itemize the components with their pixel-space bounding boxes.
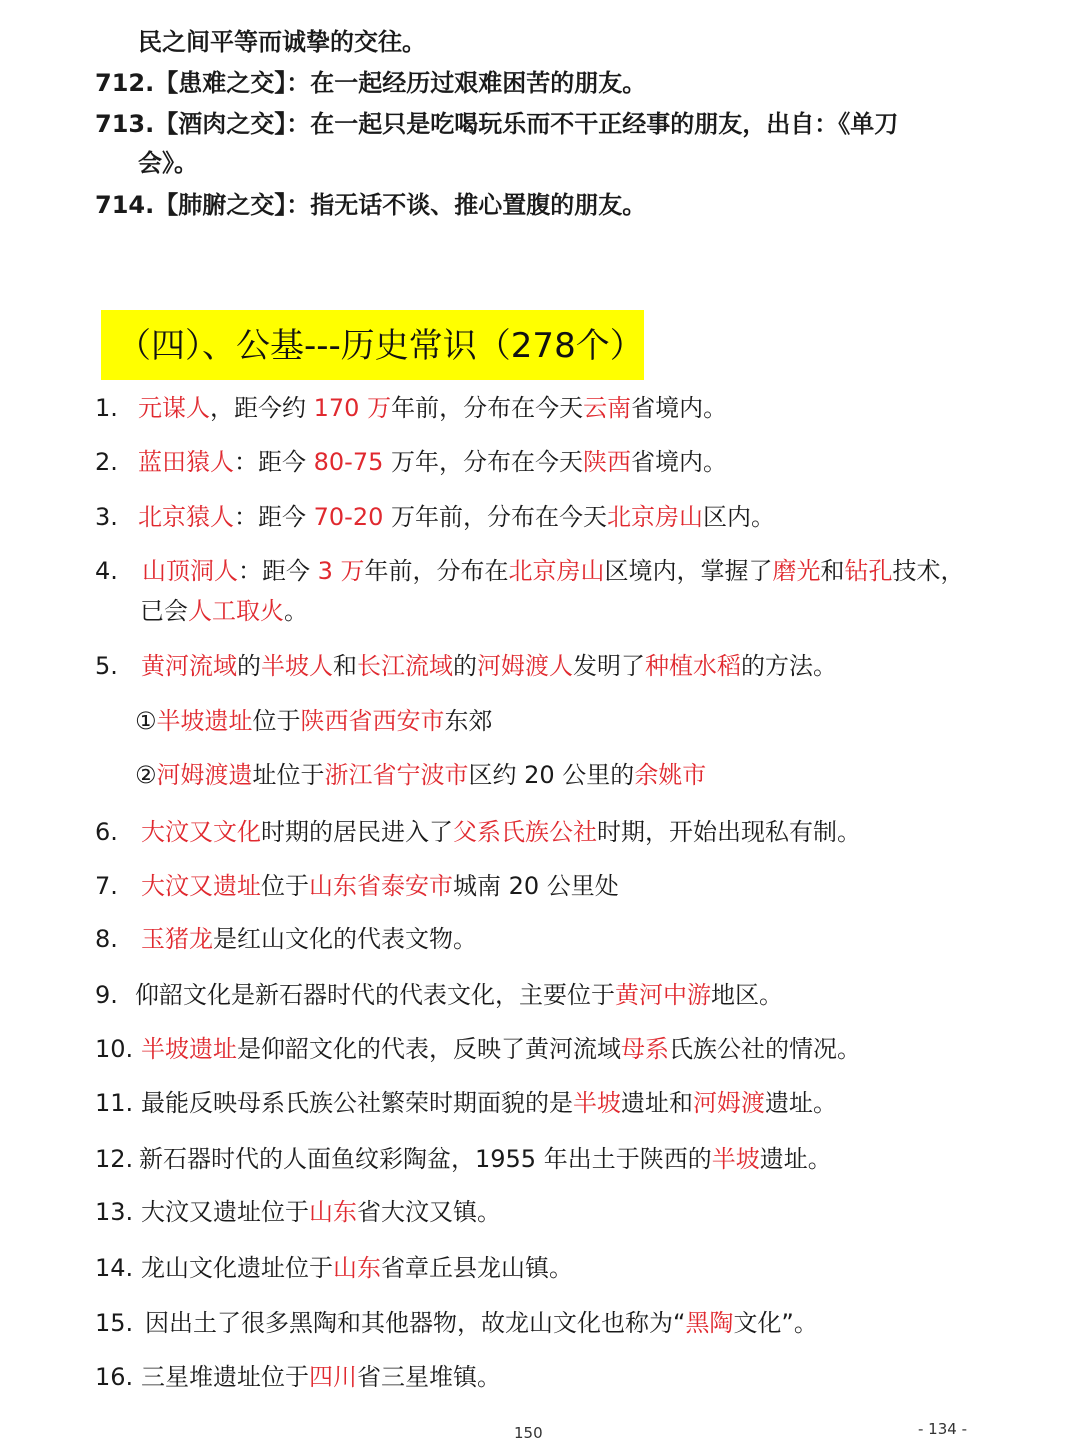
page-number: 150 — [514, 1424, 543, 1442]
list-item — [95, 1197, 501, 1227]
item-text — [145, 1309, 818, 1337]
text-segment: 时期的居民进入了 — [261, 818, 453, 846]
text-segment: 时期，开始出现私有制。 — [597, 818, 861, 846]
highlighted-term: 元谋人 — [138, 394, 210, 422]
highlighted-term: 玉猪龙 — [141, 925, 213, 953]
text-segment: 的 — [237, 652, 261, 680]
text-segment: 龙山文化遗址位于 — [141, 1254, 333, 1282]
highlighted-term: 山顶洞人 — [142, 557, 238, 585]
text-segment: 氏族公社的情况。 — [669, 1035, 861, 1063]
highlighted-term: 半坡遗址 — [156, 707, 253, 735]
list-item — [95, 556, 965, 586]
item-text — [141, 1198, 501, 1226]
text-segment: 仰韶文化是新石器时代的代表文化，主要位于 — [135, 981, 615, 1009]
text-segment: 省三星堆镇。 — [357, 1363, 501, 1391]
text-segment: 地区。 — [711, 981, 783, 1009]
item-number: 15. — [95, 1309, 134, 1337]
text-segment: 区约 20 公里的 — [468, 761, 635, 789]
text-segment: 大汶又遗址位于 — [141, 1198, 309, 1226]
text-segment: 区内。 — [703, 503, 776, 531]
highlighted-term: 四川 — [309, 1363, 357, 1391]
highlighted-term: 黄河中游 — [615, 981, 711, 1009]
item-text — [141, 1363, 501, 1391]
list-item — [95, 706, 493, 736]
text-segment: 的方法。 — [741, 652, 837, 680]
text-segment: 东郊 — [444, 707, 493, 735]
continuation-line: 民之间平等而诚挚的交往。 — [138, 28, 426, 56]
text-segment: ：距今 — [234, 503, 314, 531]
text-segment: 和 — [820, 557, 845, 585]
text-segment: 区境内，掌握了 — [604, 557, 773, 585]
item-number: 3. — [95, 503, 118, 531]
text-segment: 遗址和 — [621, 1089, 693, 1117]
item-text — [141, 818, 861, 846]
highlighted-term: 170 万 — [313, 394, 392, 422]
highlighted-term: 母系 — [621, 1035, 669, 1063]
item-text — [141, 1254, 573, 1282]
item-number: 10. — [95, 1035, 134, 1063]
text-segment: 位于 — [252, 707, 301, 735]
highlighted-term: 3 万 — [317, 557, 365, 585]
highlighted-term: 河姆渡人 — [477, 652, 573, 680]
text-segment: 省境内。 — [631, 394, 728, 422]
text-segment: 已会 — [140, 597, 188, 625]
item-number: 1. — [95, 394, 118, 422]
item-text — [135, 761, 706, 789]
highlighted-term: 山东省泰安市 — [309, 872, 453, 900]
text-segment: 因出土了很多黑陶和其他器物，故龙山文化也称为“ — [145, 1309, 686, 1337]
text-segment: ：距今 — [238, 557, 318, 585]
list-item — [95, 1362, 501, 1392]
highlighted-term: 父系氏族公社 — [453, 818, 597, 846]
text-segment: 万年前，分布在今天 — [383, 503, 608, 531]
highlighted-term: 北京房山 — [508, 557, 605, 585]
highlighted-term: 70-20 — [313, 503, 384, 531]
list-item — [95, 651, 837, 681]
item-text — [138, 448, 727, 476]
text-segment: 和 — [333, 652, 357, 680]
item-text — [138, 503, 775, 531]
list-item — [95, 1034, 861, 1064]
highlighted-term: 长江流域 — [357, 652, 453, 680]
highlighted-term: 山东 — [309, 1198, 357, 1226]
item-text — [141, 1035, 861, 1063]
item-number: 4. — [95, 557, 118, 585]
text-segment: 省大汶又镇。 — [357, 1198, 501, 1226]
list-item — [95, 871, 619, 901]
highlighted-term: 半坡遗址 — [141, 1035, 237, 1063]
list-item — [95, 393, 727, 423]
item-number: 5. — [95, 652, 118, 680]
text-segment: 遗址。 — [765, 1089, 837, 1117]
highlighted-term: 磨光 — [772, 557, 821, 585]
text-segment: 是仰韶文化的代表，反映了黄河流域 — [237, 1035, 621, 1063]
item-text — [142, 557, 965, 585]
text-segment: 。 — [284, 597, 308, 625]
item-number: 7. — [95, 872, 118, 900]
highlighted-term: 河姆渡 — [693, 1089, 765, 1117]
text-segment: 三星堆遗址位于 — [141, 1363, 309, 1391]
list-item — [95, 1088, 837, 1118]
item-number: 14. — [95, 1254, 134, 1282]
highlighted-term: 半坡人 — [261, 652, 333, 680]
item-text — [135, 981, 783, 1009]
text-segment: 位于 — [261, 872, 309, 900]
section-title: （四）、公基---历史常识（278个） — [117, 326, 644, 366]
item-number: 2. — [95, 448, 118, 476]
list-item — [95, 760, 706, 790]
item-text — [139, 1145, 832, 1173]
item-number: 6. — [95, 818, 118, 846]
entry-713-line2: 会》。 — [138, 149, 198, 177]
list-item — [95, 447, 727, 477]
highlighted-term: 半坡 — [711, 1145, 760, 1173]
entry-714: 714.【肺腑之交】：指无话不谈、推心置腹的朋友。 — [95, 191, 647, 219]
highlighted-term: 蓝田猿人 — [138, 448, 234, 476]
item-number: 8. — [95, 925, 118, 953]
text-segment: 是红山文化的代表文物。 — [213, 925, 477, 953]
text-segment: 发明了 — [573, 652, 645, 680]
text-segment: 省章丘县龙山镇。 — [381, 1254, 573, 1282]
item-number: 16. — [95, 1363, 134, 1391]
highlighted-term: 黄河流域 — [141, 652, 237, 680]
item-text — [138, 394, 727, 422]
list-item — [95, 817, 861, 847]
text-segment: 新石器时代的人面鱼纹彩陶盆，1955 年出土于陕西的 — [139, 1145, 712, 1173]
list-item — [95, 596, 308, 626]
highlighted-term: 浙江省宁波市 — [324, 761, 469, 789]
text-segment: 址位于 — [252, 761, 325, 789]
item-text — [141, 872, 619, 900]
section-title-highlight — [101, 310, 644, 380]
item-text — [141, 652, 837, 680]
highlighted-term: 黑陶 — [685, 1309, 734, 1337]
list-item — [95, 1308, 818, 1338]
highlighted-term: 山东 — [333, 1254, 381, 1282]
list-item — [95, 1253, 573, 1283]
highlighted-term: 云南 — [583, 394, 632, 422]
item-number: 12. — [95, 1145, 134, 1173]
list-item — [95, 924, 477, 954]
item-text — [141, 1089, 837, 1117]
highlighted-term: 北京猿人 — [138, 503, 234, 531]
highlighted-term: 人工取火 — [188, 597, 284, 625]
text-segment: 万年，分布在今天 — [383, 448, 584, 476]
highlighted-term: 半坡 — [573, 1089, 621, 1117]
text-segment: 年前，分布在 — [364, 557, 509, 585]
list-item — [95, 1144, 832, 1174]
entry-712: 712.【患难之交】：在一起经历过艰难困苦的朋友。 — [95, 69, 647, 97]
text-segment: 最能反映母系氏族公社繁荣时期面貌的是 — [141, 1089, 573, 1117]
list-item — [95, 980, 783, 1010]
highlighted-term: 种植水稻 — [645, 652, 741, 680]
highlighted-term: 大汶又文化 — [141, 818, 261, 846]
highlighted-term: 陕西 — [583, 448, 632, 476]
text-segment: ，距今约 — [210, 394, 314, 422]
text-segment: ② — [135, 761, 157, 789]
text-segment: ：距今 — [234, 448, 314, 476]
text-segment: 年前，分布在今天 — [391, 394, 584, 422]
item-text — [141, 925, 477, 953]
highlighted-term: 80-75 — [313, 448, 384, 476]
text-segment: 技术， — [892, 557, 965, 585]
item-text — [140, 597, 308, 625]
list-item — [95, 502, 775, 532]
item-number: 13. — [95, 1198, 134, 1226]
text-segment: 城南 20 公里处 — [453, 872, 619, 900]
item-number: 11. — [95, 1089, 134, 1117]
text-segment: 文化”。 — [733, 1309, 818, 1337]
text-segment: ① — [135, 707, 157, 735]
highlighted-term: 余姚市 — [634, 761, 707, 789]
text-segment: 遗址。 — [759, 1145, 832, 1173]
text-segment: 的 — [453, 652, 477, 680]
highlighted-term: 钻孔 — [844, 557, 893, 585]
highlighted-term: 北京房山 — [607, 503, 704, 531]
highlighted-term: 大汶又遗址 — [141, 872, 261, 900]
entry-713-line1: 713.【酒肉之交】：在一起只是吃喝玩乐而不干正经事的朋友，出自：《单刀 — [95, 110, 899, 138]
page-label: - 134 - — [918, 1420, 967, 1438]
highlighted-term: 河姆渡遗 — [156, 761, 253, 789]
item-text — [135, 707, 493, 735]
highlighted-term: 陕西省西安市 — [300, 707, 445, 735]
item-number: 9. — [95, 981, 118, 1009]
text-segment: 省境内。 — [631, 448, 728, 476]
